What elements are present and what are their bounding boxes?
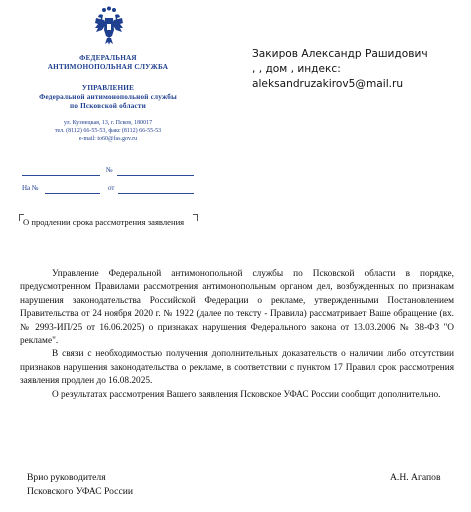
signatory-position-line2: Псковского УФАС России (27, 486, 133, 497)
recipient-name: Закиров Александр Рашидович (252, 48, 428, 60)
reg-number-sign: № (106, 166, 113, 174)
body-paragraph-3: О результатах рассмотрения Вашего заявления Псковское УФАС России сообщит дополнительно. (52, 389, 441, 400)
body-paragraph-1: Управление Федеральной антимонопольной службы по Псковской области в порядке, предусмотренном Правилами рассмотрения антимонопольным органом дел, возбужденных по признакам нарушения законодательства Российской Федерации о рекламе, утвержденными Постановлением Правительства от 24 ноября 2020 г. № 1922 (далее по тексту - Правила) рассматривает Ваше обращение (вх. № 2993-ИП/25 от 16.06.2025) о признаках нарушения Федерального закона от 13.03.2006 № 38-ФЗ "О рекламе". (20, 269, 454, 347)
in-reply-number-line (45, 193, 100, 194)
dept-name-line2: Федеральной антимонопольной службы (39, 93, 177, 101)
dept-name-line3: по Псковской области (69, 102, 146, 110)
sender-phones: тел. (8112) 66-55-53, факс (8112) 66-55-53 (54, 128, 162, 134)
org-name-line1: ФЕДЕРАЛЬНАЯ (79, 54, 137, 62)
in-reply-date-line (118, 193, 194, 194)
from-label: от (108, 184, 115, 192)
reg-date-line (22, 175, 100, 176)
body-paragraph-2: В связи с необходимостью получения дополнительных доказательств о наличии либо отсутствии признаков нарушения законодательства о рекламе, в соответствии с пунктом 17 Правил срок рассмотрения заявления продлен до 16.08.2025. (20, 349, 454, 387)
sender-email: e-mail: to60@fas.gov.ru (78, 136, 138, 142)
signatory-position-line1: Врио руководителя (27, 472, 106, 483)
signatory-name: А.Н. Агапов (390, 472, 441, 483)
in-reply-to-label: На № (22, 184, 39, 192)
reg-number-line (117, 175, 194, 176)
sender-address: ул. Кузнецкая, 13, г. Псков, 180017 (63, 120, 153, 126)
double-headed-eagle-emblem-icon (94, 6, 124, 46)
dept-name-line1: УПРАВЛЕНИЕ (81, 84, 135, 92)
letter-body (20, 268, 454, 402)
letter-subject: О продлении срока рассмотрения заявления (23, 217, 185, 227)
org-name-line2: АНТИМОНОПОЛЬНАЯ СЛУЖБА (47, 63, 169, 71)
recipient-address: , , дом , индекс: (252, 63, 341, 75)
recipient-email: aleksandruzakirov5@mail.ru (252, 78, 404, 90)
